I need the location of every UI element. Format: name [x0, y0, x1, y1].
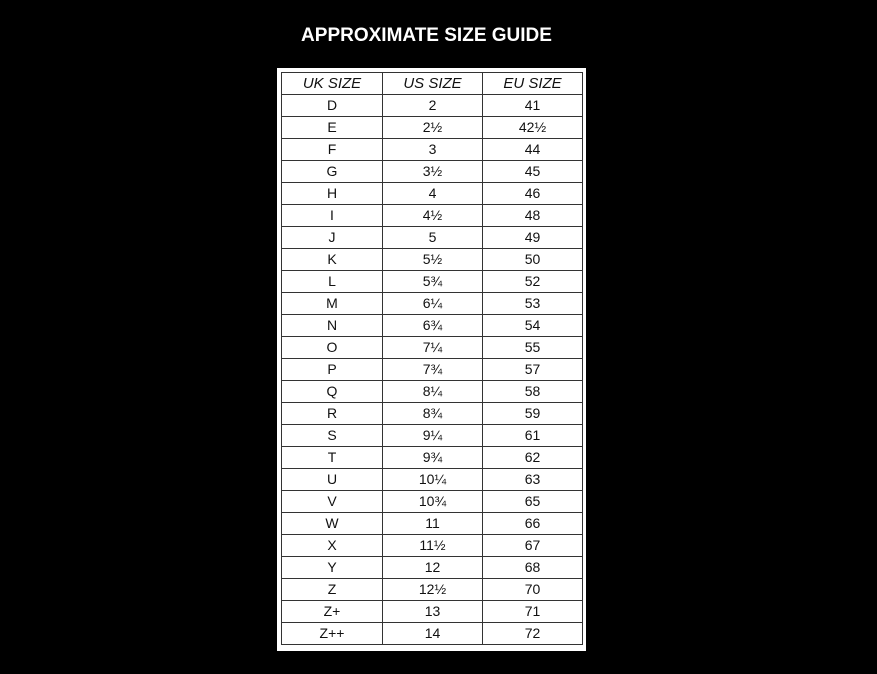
- table-row: [282, 95, 583, 117]
- us-size-cell: 7¼: [383, 337, 483, 359]
- us-size-cell: 9¼: [383, 425, 483, 447]
- uk-size-cell: O: [282, 337, 383, 359]
- eu-size-cell: 52: [483, 271, 583, 293]
- table-row: [282, 491, 583, 513]
- us-size-cell: 11½: [383, 535, 483, 557]
- eu-size-cell: 71: [483, 601, 583, 623]
- uk-size-cell: D: [282, 95, 383, 117]
- us-size-cell: 7¾: [383, 359, 483, 381]
- table-row: [282, 337, 583, 359]
- us-size-cell: 2½: [383, 117, 483, 139]
- eu-size-cell: 58: [483, 381, 583, 403]
- eu-size-cell: 65: [483, 491, 583, 513]
- page-title: APPROXIMATE SIZE GUIDE: [301, 25, 552, 46]
- eu-size-cell: 53: [483, 293, 583, 315]
- table-row: [282, 271, 583, 293]
- uk-size-cell: M: [282, 293, 383, 315]
- table-row: [282, 315, 583, 337]
- us-size-cell: 11: [383, 513, 483, 535]
- us-size-cell: 10¼: [383, 469, 483, 491]
- table-row: [282, 513, 583, 535]
- uk-size-cell: N: [282, 315, 383, 337]
- uk-size-cell: V: [282, 491, 383, 513]
- table-row: [282, 579, 583, 601]
- uk-size-cell: P: [282, 359, 383, 381]
- eu-size-cell: 41: [483, 95, 583, 117]
- uk-size-cell: S: [282, 425, 383, 447]
- table-row: [282, 359, 583, 381]
- eu-size-cell: 61: [483, 425, 583, 447]
- uk-size-cell: X: [282, 535, 383, 557]
- table-row: [282, 161, 583, 183]
- uk-size-cell: K: [282, 249, 383, 271]
- table-body: [282, 95, 583, 645]
- us-size-cell: 5¾: [383, 271, 483, 293]
- uk-size-cell: T: [282, 447, 383, 469]
- table-row: [282, 623, 583, 645]
- uk-size-cell: H: [282, 183, 383, 205]
- eu-size-cell: 49: [483, 227, 583, 249]
- uk-size-cell: Y: [282, 557, 383, 579]
- eu-size-cell: 66: [483, 513, 583, 535]
- eu-size-cell: 72: [483, 623, 583, 645]
- uk-size-cell: G: [282, 161, 383, 183]
- us-size-cell: 5: [383, 227, 483, 249]
- us-size-cell: 4: [383, 183, 483, 205]
- us-size-cell: 12: [383, 557, 483, 579]
- table-row: [282, 117, 583, 139]
- uk-size-cell: Z+: [282, 601, 383, 623]
- eu-size-cell: 67: [483, 535, 583, 557]
- eu-size-cell: 42½: [483, 117, 583, 139]
- size-guide-sheet: [277, 68, 586, 651]
- table-row: [282, 403, 583, 425]
- table-row: [282, 205, 583, 227]
- us-size-cell: 8¾: [383, 403, 483, 425]
- uk-size-cell: Q: [282, 381, 383, 403]
- us-size-cell: 13: [383, 601, 483, 623]
- us-size-cell: 6¼: [383, 293, 483, 315]
- uk-size-cell: U: [282, 469, 383, 491]
- uk-size-cell: Z++: [282, 623, 383, 645]
- eu-size-cell: 48: [483, 205, 583, 227]
- uk-size-cell: Z: [282, 579, 383, 601]
- eu-size-cell: 45: [483, 161, 583, 183]
- us-size-cell: 5½: [383, 249, 483, 271]
- eu-size-cell: 70: [483, 579, 583, 601]
- us-size-cell: 10¾: [383, 491, 483, 513]
- eu-size-cell: 54: [483, 315, 583, 337]
- eu-size-cell: 57: [483, 359, 583, 381]
- us-size-cell: 6¾: [383, 315, 483, 337]
- uk-size-cell: E: [282, 117, 383, 139]
- us-size-cell: 8¼: [383, 381, 483, 403]
- us-size-cell: 12½: [383, 579, 483, 601]
- table-row: [282, 139, 583, 161]
- table-row: [282, 381, 583, 403]
- table-row: [282, 293, 583, 315]
- us-size-cell: 3: [383, 139, 483, 161]
- us-size-cell: 3½: [383, 161, 483, 183]
- eu-size-cell: 59: [483, 403, 583, 425]
- eu-size-cell: 68: [483, 557, 583, 579]
- eu-size-cell: 55: [483, 337, 583, 359]
- uk-size-cell: J: [282, 227, 383, 249]
- uk-size-cell: I: [282, 205, 383, 227]
- eu-size-cell: 46: [483, 183, 583, 205]
- uk-size-cell: L: [282, 271, 383, 293]
- table-row: [282, 425, 583, 447]
- us-size-cell: 2: [383, 95, 483, 117]
- us-size-cell: 9¾: [383, 447, 483, 469]
- column-header-eu-size: EU SIZE: [483, 73, 583, 95]
- table-row: [282, 227, 583, 249]
- eu-size-cell: 44: [483, 139, 583, 161]
- us-size-cell: 14: [383, 623, 483, 645]
- table-row: [282, 557, 583, 579]
- eu-size-cell: 62: [483, 447, 583, 469]
- table-header-row: [282, 73, 583, 95]
- uk-size-cell: F: [282, 139, 383, 161]
- column-header-us-size: US SIZE: [383, 73, 483, 95]
- uk-size-cell: W: [282, 513, 383, 535]
- size-table: [281, 72, 583, 645]
- table-row: [282, 535, 583, 557]
- table-row: [282, 249, 583, 271]
- table-row: [282, 469, 583, 491]
- us-size-cell: 4½: [383, 205, 483, 227]
- table-row: [282, 601, 583, 623]
- column-header-uk-size: UK SIZE: [282, 73, 383, 95]
- table-row: [282, 447, 583, 469]
- uk-size-cell: R: [282, 403, 383, 425]
- eu-size-cell: 50: [483, 249, 583, 271]
- table-row: [282, 183, 583, 205]
- eu-size-cell: 63: [483, 469, 583, 491]
